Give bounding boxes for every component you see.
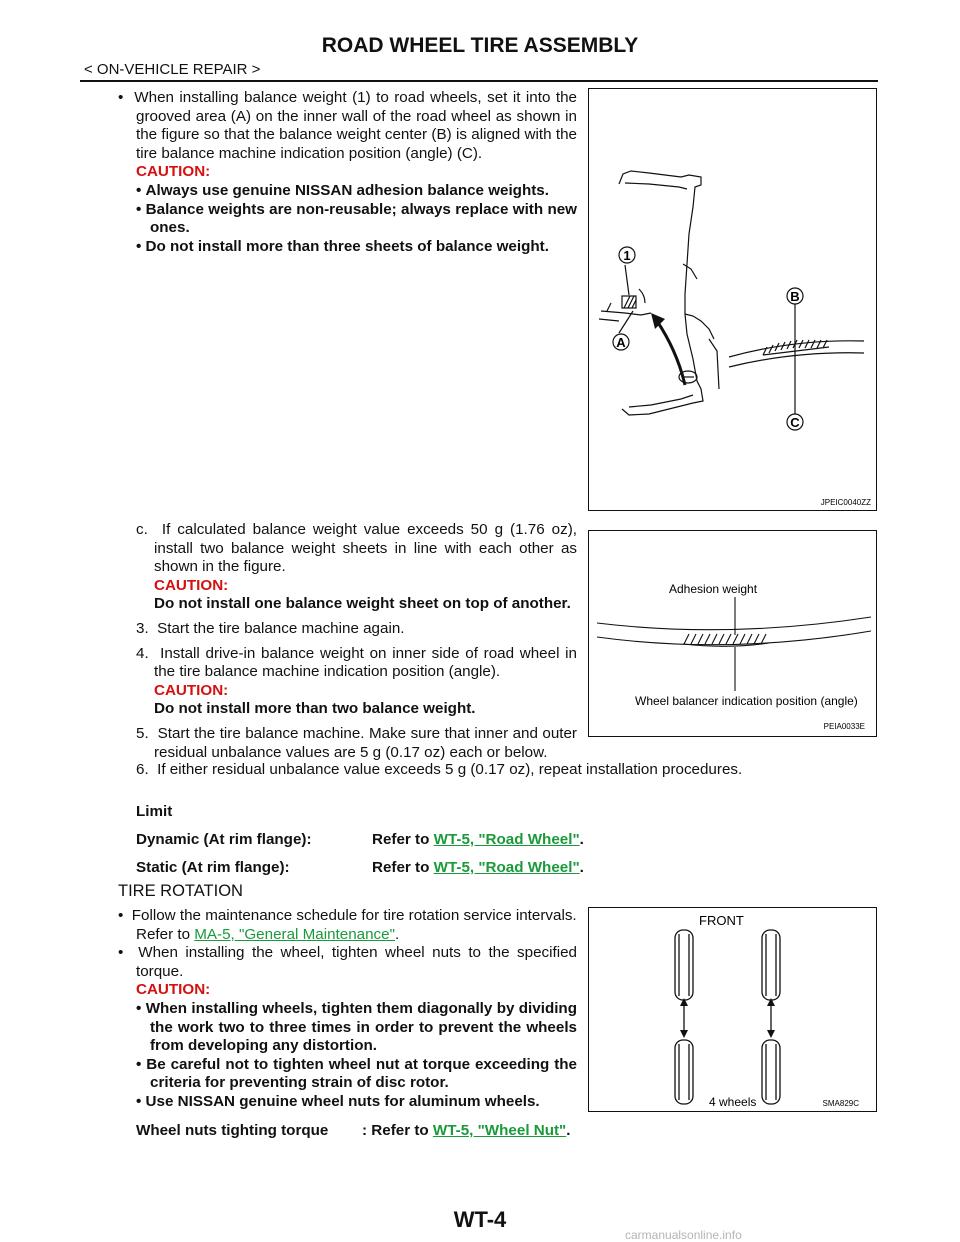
figure-code: SMA829C: [822, 1099, 859, 1108]
caution-item: • Always use genuine NISSAN adhesion balance weights.: [136, 181, 549, 199]
rotation-item-2: • When installing the wheel, tighten wheel nuts to the specified torque.: [118, 944, 577, 980]
label-1: 1: [623, 248, 631, 263]
link-wheel-nut[interactable]: WT-5, "Wheel Nut": [432, 1122, 567, 1139]
caution-item: • Do not install more than three sheets of balance weight.: [136, 237, 549, 255]
page-number: WT-4: [453, 1207, 507, 1232]
rotation-caution-list: [118, 1000, 577, 1112]
caution-text: Do not install more than two balance weight.: [154, 700, 476, 718]
tire-rotation-instructions: [118, 907, 577, 1112]
limit-label: Static (At rim flange):: [136, 859, 290, 876]
step-text: If either residual unbalance value exceeds 5 g (0.17 oz), repeat installation procedures.: [157, 761, 743, 778]
rotation-text: When installing the wheel, tighten wheel nuts to the specified torque.: [136, 944, 577, 980]
label-b: B: [790, 289, 800, 304]
caution-item: • Use NISSAN genuine wheel nuts for aluminum wheels.: [136, 1092, 540, 1110]
rotation-text: Follow the maintenance schedule for tire rotation service intervals.: [131, 907, 577, 924]
caution-text: Do not install one balance weight sheet on top of another.: [154, 595, 571, 613]
label-adhesion-weight: Adhesion weight: [669, 582, 758, 596]
balance-caution-list: [118, 182, 577, 256]
caution-item: • Balance weights are non-reusable; always replace with new ones.: [136, 200, 577, 237]
link-general-maintenance[interactable]: MA-5, "General Maintenance": [194, 925, 395, 943]
torque-label: Wheel nuts tighting torque: [136, 1122, 329, 1139]
link-road-wheel[interactable]: WT-5, "Road Wheel": [433, 831, 580, 848]
step-text: Start the tire balance machine again.: [157, 619, 405, 637]
step-text: Start the tire balance machine. Make sure that inner and outer residual unbalance values are 5 g (0.17 oz) each or below.: [154, 724, 577, 761]
step-marker: 6.: [136, 761, 149, 778]
balance-steps: [136, 521, 577, 762]
limit-spec: [136, 803, 584, 884]
adhesion-weight-diagram: [589, 531, 876, 736]
step-6: [136, 761, 876, 780]
caution-label: CAUTION:: [154, 681, 229, 699]
caution-item: • Be careful not to tighten wheel nut at torque exceeding the criteria for preventing strain of disc rotor.: [136, 1055, 577, 1092]
figure-balance-weight-position: [588, 88, 877, 511]
step-c: [136, 521, 577, 577]
watermark: carmanualsonline.info: [625, 1228, 742, 1242]
limit-title: Limit: [136, 803, 173, 820]
limit-label: Dynamic (At rim flange):: [136, 831, 312, 848]
link-road-wheel[interactable]: WT-5, "Road Wheel": [433, 859, 580, 876]
label-a: A: [616, 335, 626, 350]
tire-rotation-heading: TIRE ROTATION: [118, 882, 243, 900]
step-3: [136, 620, 577, 639]
step-marker: 4.: [136, 644, 149, 662]
limit-row: [136, 831, 584, 859]
section-breadcrumb: < ON-VEHICLE REPAIR >: [84, 61, 261, 78]
limit-value: Refer to WT-5, "Road Wheel".: [372, 859, 584, 876]
label-indication-position: Wheel balancer indication position (angle): [635, 694, 858, 708]
figure-code: PEIA0033E: [823, 722, 865, 731]
balance-intro-item: • When installing balance weight (1) to road wheels, set it into the grooved area (A) on the inner wall of the road wheel as shown in the figure so that the balance weight center (B) is aligned with the tire balance machine indication position (angle) (C).: [118, 89, 577, 162]
torque-spec: Wheel nuts tighting torque : Refer to WT-5, "Wheel Nut".: [136, 1122, 571, 1139]
label-c: C: [790, 415, 800, 430]
rotation-ref: Refer to MA-5, "General Maintenance".: [136, 925, 400, 943]
step-marker: 5.: [136, 724, 149, 742]
step-4: [136, 645, 577, 682]
caution-label: CAUTION:: [136, 163, 211, 181]
wheel-section-diagram: [589, 89, 876, 510]
balance-intro-text: When installing balance weight (1) to road wheels, set it into the grooved area (A) on the inner wall of the road wheel as shown in the figure so that the balance weight center (B) is aligned with the tire balance machine indication position (angle) (C).: [134, 89, 577, 162]
step-5: [136, 725, 577, 762]
figure-tire-rotation: [588, 907, 877, 1112]
header-rule: [80, 80, 878, 82]
label-front: FRONT: [699, 913, 744, 928]
figure-code: JPEIC0040ZZ: [820, 498, 871, 507]
limit-table: [136, 803, 584, 884]
step-marker: c.: [136, 521, 148, 538]
tire-rotation-diagram: [589, 908, 876, 1111]
caution-label: CAUTION:: [136, 981, 211, 999]
step-text: Install drive-in balance weight on inner side of road wheel in the tire balance machine indication position (angle).: [154, 644, 577, 681]
caution-item: • When installing wheels, tighten them diagonally by dividing the work two to three times in order to prevent the wheels from developing any distortion.: [136, 999, 577, 1055]
caution-label: CAUTION:: [154, 576, 229, 594]
limit-row: [136, 859, 584, 884]
rotation-item-1: • Follow the maintenance schedule for tire rotation service intervals.: [118, 907, 577, 924]
label-four-wheels: 4 wheels: [709, 1095, 757, 1109]
limit-value: Refer to WT-5, "Road Wheel".: [372, 831, 584, 848]
balance-instructions: [118, 89, 577, 256]
step-marker: 3.: [136, 619, 149, 637]
figure-adhesion-weight: [588, 530, 877, 737]
step-text: If calculated balance weight value exceeds 50 g (1.76 oz), install two balance weight sheets in line with each other as shown in the figure.: [154, 521, 577, 576]
page-title: ROAD WHEEL TIRE ASSEMBLY: [321, 34, 639, 57]
